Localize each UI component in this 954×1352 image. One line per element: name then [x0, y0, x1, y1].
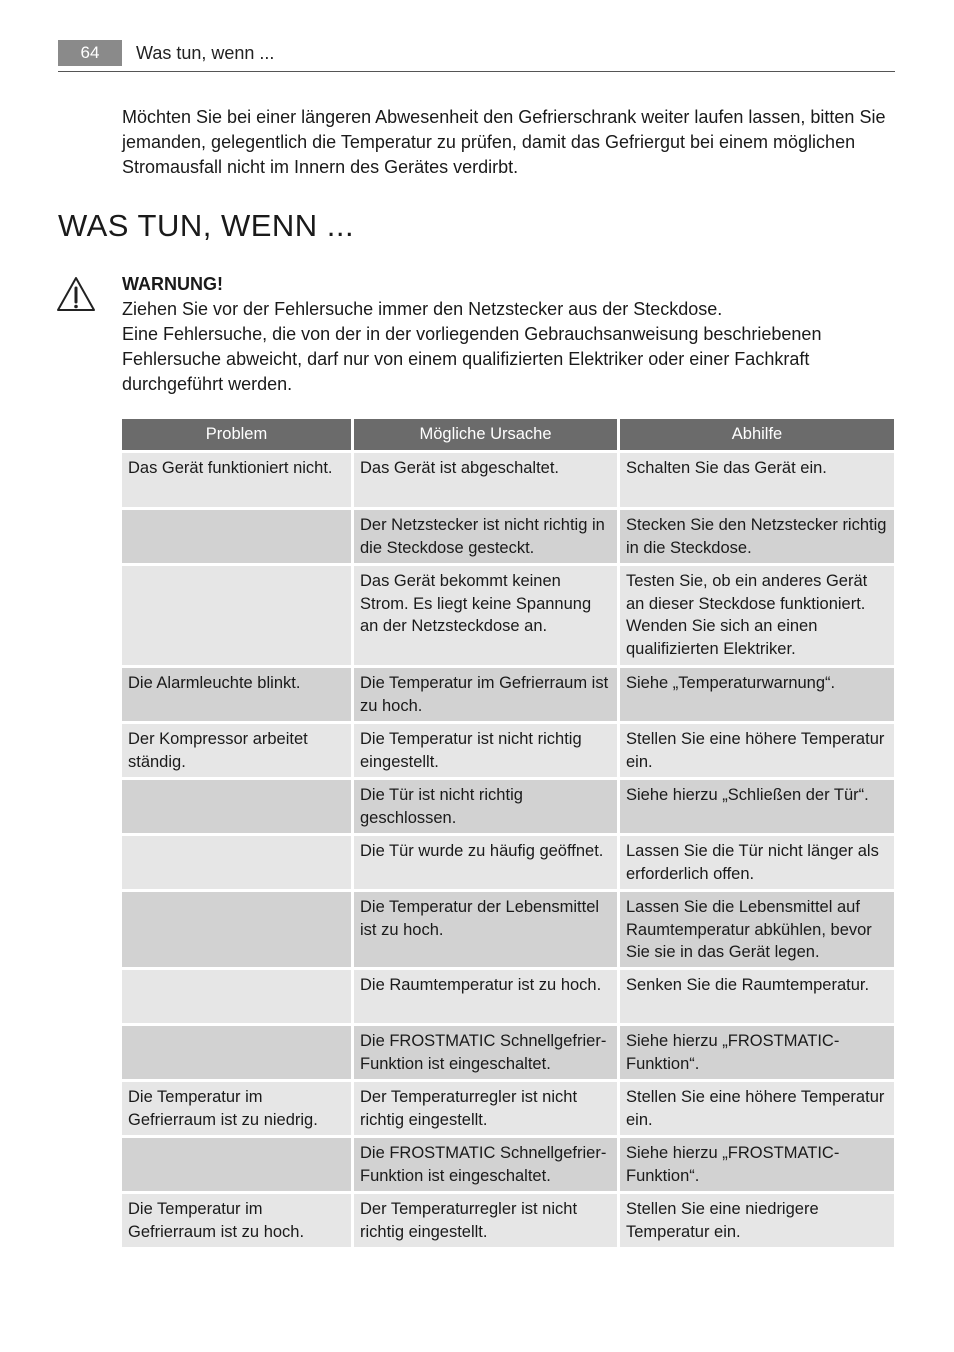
cell-remedy: Lassen Sie die Lebensmittel auf Raumtemperatur abkühlen, bevor Sie sie in das Gerät legen.: [620, 892, 894, 967]
cell-problem: [122, 780, 351, 833]
cell-problem: Die Temperatur im Gefrierraum ist zu niedrig.: [122, 1082, 351, 1135]
column-header-remedy: Abhilfe: [620, 419, 894, 450]
table-row: [122, 566, 894, 668]
cell-problem: [122, 1026, 351, 1079]
cell-cause: Die Temperatur im Gefrierraum ist zu hoch.: [354, 668, 617, 721]
cell-cause: Die Temperatur der Lebensmittel ist zu hoch.: [354, 892, 617, 967]
table-row: [122, 892, 894, 970]
cell-remedy: Lassen Sie die Tür nicht länger als erforderlich offen.: [620, 836, 894, 889]
cell-remedy: Stecken Sie den Netzstecker richtig in die Steckdose.: [620, 510, 894, 563]
warning-line-2: Eine Fehlersuche, die von der in der vorliegenden Gebrauchsanweisung beschriebenen Fehlersuche abweicht, darf nur von einem qualifizierten Elektriker oder einer Fachkraft durchgeführt werden.: [122, 324, 822, 394]
cell-cause: Der Temperaturregler ist nicht richtig eingestellt.: [354, 1194, 617, 1247]
cell-remedy: Siehe hierzu „FROSTMATIC-Funktion“.: [620, 1026, 894, 1079]
cell-cause: Der Netzstecker ist nicht richtig in die Steckdose gesteckt.: [354, 510, 617, 563]
cell-problem: [122, 510, 351, 563]
cell-cause: Der Temperaturregler ist nicht richtig eingestellt.: [354, 1082, 617, 1135]
column-header-cause: Mögliche Ursache: [354, 419, 617, 450]
troubleshooting-table: [122, 419, 894, 1250]
table-header-row: [122, 419, 894, 453]
cell-remedy: Siehe hierzu „Schließen der Tür“.: [620, 780, 894, 833]
cell-remedy: Siehe hierzu „FROSTMATIC-Funktion“.: [620, 1138, 894, 1191]
table-row: [122, 1082, 894, 1138]
cell-cause: Die FROSTMATIC Schnellgefrier-Funktion ist eingeschaltet.: [354, 1026, 617, 1079]
table-row: [122, 1026, 894, 1082]
cell-problem: Der Kompressor arbeitet ständig.: [122, 724, 351, 777]
cell-cause: Die Tür wurde zu häufig geöffnet.: [354, 836, 617, 889]
cell-problem: [122, 892, 351, 967]
cell-cause: Das Gerät bekommt keinen Strom. Es liegt keine Spannung an der Netzsteckdose an.: [354, 566, 617, 665]
cell-cause: Das Gerät ist abgeschaltet.: [354, 453, 617, 507]
cell-problem: Die Temperatur im Gefrierraum ist zu hoch.: [122, 1194, 351, 1247]
table-row: [122, 970, 894, 1026]
warning-triangle-icon: [56, 276, 96, 312]
cell-remedy: Siehe „Temperaturwarnung“.: [620, 668, 894, 721]
cell-remedy: Stellen Sie eine höhere Temperatur ein.: [620, 1082, 894, 1135]
cell-problem: [122, 566, 351, 665]
warning-line-1: Ziehen Sie vor der Fehlersuche immer den Netzstecker aus der Steckdose.: [122, 299, 723, 319]
table-body: [122, 453, 894, 1250]
cell-remedy: Stellen Sie eine niedrigere Temperatur ein.: [620, 1194, 894, 1247]
table-row: [122, 668, 894, 724]
table-row: [122, 836, 894, 892]
warning-block: [122, 272, 894, 397]
cell-cause: Die Tür ist nicht richtig geschlossen.: [354, 780, 617, 833]
cell-remedy: Testen Sie, ob ein anderes Gerät an dieser Steckdose funktioniert. Wenden Sie sich an einen qualifizierten Elektriker.: [620, 566, 894, 665]
column-header-problem: Problem: [122, 419, 351, 450]
cell-cause: Die Temperatur ist nicht richtig eingestellt.: [354, 724, 617, 777]
intro-paragraph: Möchten Sie bei einer längeren Abwesenheit den Gefrierschrank weiter laufen lassen, bitten Sie jemanden, gelegentlich die Temperatur zu prüfen, damit das Gefriergut bei einem möglichen Stromausfall nicht im Innern des Gerätes verdirbt.: [122, 107, 886, 177]
warning-title: WARNUNG!: [122, 274, 223, 294]
table-row: [122, 1138, 894, 1194]
cell-remedy: Senken Sie die Raumtemperatur.: [620, 970, 894, 1023]
cell-problem: [122, 970, 351, 1023]
table-row: [122, 1194, 894, 1250]
page-number: 64: [58, 40, 122, 66]
cell-remedy: Stellen Sie eine höhere Temperatur ein.: [620, 724, 894, 777]
running-title: Was tun, wenn ...: [136, 43, 275, 63]
table-row: [122, 724, 894, 780]
table-row: [122, 780, 894, 836]
section-title: WAS TUN, WENN ...: [58, 208, 355, 243]
table-row: [122, 510, 894, 566]
cell-problem: [122, 836, 351, 889]
cell-problem: Die Alarmleuchte blinkt.: [122, 668, 351, 721]
cell-cause: Die Raumtemperatur ist zu hoch.: [354, 970, 617, 1023]
table-row: [122, 453, 894, 510]
cell-remedy: Schalten Sie das Gerät ein.: [620, 453, 894, 507]
page-header: [58, 40, 895, 72]
cell-cause: Die FROSTMATIC Schnellgefrier-Funktion ist eingeschaltet.: [354, 1138, 617, 1191]
cell-problem: [122, 1138, 351, 1191]
cell-problem: Das Gerät funktioniert nicht.: [122, 453, 351, 507]
